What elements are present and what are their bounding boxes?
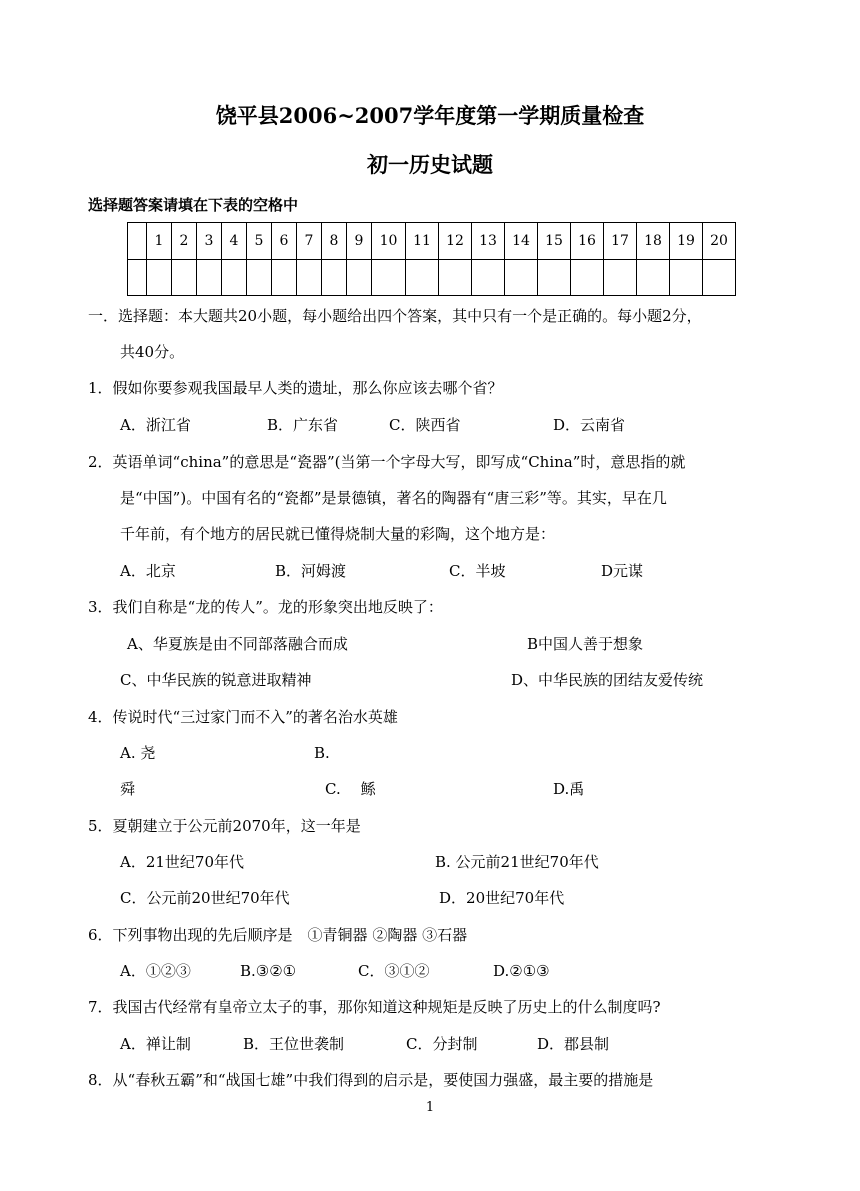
- question-4-option-d: D.禹: [553, 780, 585, 798]
- answer-table-header-cell: 9: [347, 223, 372, 260]
- question-5-option-c: C．公元前20世纪70年代: [120, 889, 290, 907]
- answer-cell[interactable]: [604, 260, 637, 296]
- question-6-stem: 6．下列事物出现的先后顺序是 ①青铜器 ②陶器 ③石器: [88, 926, 468, 944]
- question-4-stem: 4．传说时代“三过家门而不入”的著名治水英雄: [88, 708, 398, 726]
- question-2-option-c: C．半坡: [449, 562, 506, 580]
- answer-cell[interactable]: [670, 260, 703, 296]
- page-number: 1: [425, 1100, 435, 1115]
- question-6-option-c: C．③①②: [358, 962, 430, 980]
- answer-cell[interactable]: [297, 260, 322, 296]
- question-2-option-a: A．北京: [120, 562, 176, 580]
- question-2-stem-line2: 是“中国”)。中国有名的“瓷都”是景德镇，著名的陶器有“唐三彩”等。其实，早在几: [120, 489, 667, 507]
- answer-table-header-cell: 12: [439, 223, 472, 260]
- question-7-option-c: C．分封制: [406, 1035, 478, 1053]
- answer-table-header-cell: 17: [604, 223, 637, 260]
- answer-cell[interactable]: [439, 260, 472, 296]
- answer-table-header-cell: 8: [322, 223, 347, 260]
- answer-cell[interactable]: [703, 260, 736, 296]
- question-2-stem-line3: 千年前，有个地方的居民就已懂得烧制大量的彩陶，这个地方是：: [120, 525, 556, 543]
- answer-table-header-cell: 11: [406, 223, 439, 260]
- question-1-stem: 1．假如你要参观我国最早人类的遗址，那么你应该去哪个省？: [88, 379, 503, 397]
- question-4-option-b-text: 舜: [120, 780, 136, 798]
- question-3-stem: 3．我们自称是“龙的传人”。龙的形象突出地反映了：: [88, 598, 443, 616]
- answer-cell: [128, 260, 147, 296]
- question-2-option-b: B．河姆渡: [275, 562, 347, 580]
- answer-cell[interactable]: [172, 260, 197, 296]
- question-5-option-a: A．21世纪70年代: [120, 853, 245, 871]
- question-8-stem: 8．从“春秋五霸”和“战国七雄”中我们得到的启示是，要使国力强盛，最主要的措施是: [88, 1071, 654, 1089]
- question-5-option-d: D．20世纪70年代: [439, 889, 565, 907]
- answer-table-header-cell: 10: [372, 223, 406, 260]
- question-1-option-c: C．陕西省: [389, 416, 461, 434]
- question-3-option-b: B中国人善于想象: [527, 635, 644, 653]
- question-4-option-a: A. 尧: [120, 744, 156, 762]
- answer-table-header-cell: 16: [571, 223, 604, 260]
- question-1-option-b: B．广东省: [267, 416, 339, 434]
- question-4-option-b-label: B.: [314, 744, 330, 762]
- answer-table: [127, 222, 736, 296]
- answer-table-header-cell: 4: [222, 223, 247, 260]
- answer-table-header-cell: 18: [637, 223, 670, 260]
- answer-cell[interactable]: [538, 260, 571, 296]
- question-7-option-d: D．郡县制: [537, 1035, 610, 1053]
- page-subtitle: 初一历史试题: [367, 152, 493, 177]
- answer-table-header-cell: 19: [670, 223, 703, 260]
- answer-table-header-cell: 14: [505, 223, 538, 260]
- question-5-option-b: B. 公元前21世纪70年代: [435, 853, 599, 871]
- answer-table-header-cell: 2: [172, 223, 197, 260]
- answer-cell[interactable]: [147, 260, 172, 296]
- answer-table-header-cell: 1: [147, 223, 172, 260]
- answer-table-hint: 选择题答案请填在下表的空格中: [88, 196, 299, 214]
- answer-table-header-cell: 3: [197, 223, 222, 260]
- answer-cell[interactable]: [347, 260, 372, 296]
- question-7-option-a: A．禅让制: [120, 1035, 191, 1053]
- answer-cell[interactable]: [372, 260, 406, 296]
- answer-table-header-cell: 15: [538, 223, 571, 260]
- question-1-option-a: A．浙江省: [120, 416, 191, 434]
- answer-table-header-cell: 6: [272, 223, 297, 260]
- question-3-option-d: D、中华民族的团结友爱传统: [511, 671, 704, 689]
- answer-cell[interactable]: [406, 260, 439, 296]
- answer-table-header-cell: 13: [472, 223, 505, 260]
- answer-cell[interactable]: [272, 260, 297, 296]
- question-5-stem: 5．夏朝建立于公元前2070年，这一年是: [88, 817, 361, 835]
- answer-row: [128, 260, 736, 296]
- section-instructions-line2: 共40分。: [120, 343, 185, 361]
- answer-cell[interactable]: [322, 260, 347, 296]
- question-7-stem: 7．我国古代经常有皇帝立太子的事，那你知道这种规矩是反映了历史上的什么制度吗?: [88, 998, 661, 1016]
- answer-table-header-cell: 7: [297, 223, 322, 260]
- answer-table-header-cell: [128, 223, 147, 260]
- question-6-option-b: B.③②①: [240, 962, 297, 980]
- question-3-option-a: A、华夏族是由不同部落融合而成: [127, 635, 348, 653]
- section-instructions-line1: 一．选择题：本大题共20小题，每小题给出四个答案，其中只有一个是正确的。每小题2分，: [88, 307, 702, 325]
- answer-cell[interactable]: [197, 260, 222, 296]
- page-title: 饶平县2006~2007学年度第一学期质量检查: [215, 103, 645, 128]
- answer-cell[interactable]: [472, 260, 505, 296]
- question-3-option-c: C、中华民族的锐意进取精神: [120, 671, 312, 689]
- answer-cell[interactable]: [222, 260, 247, 296]
- answer-table-header-cell: 20: [703, 223, 736, 260]
- answer-cell[interactable]: [571, 260, 604, 296]
- question-6-option-a: A．①②③: [120, 962, 191, 980]
- answer-cell[interactable]: [637, 260, 670, 296]
- answer-table-header-row: [128, 223, 736, 260]
- question-2-option-d: D元谋: [601, 562, 644, 580]
- answer-cell[interactable]: [505, 260, 538, 296]
- answer-table-header-cell: 5: [247, 223, 272, 260]
- answer-cell[interactable]: [247, 260, 272, 296]
- question-4-option-c: C. 鲧: [325, 780, 376, 798]
- question-7-option-b: B．王位世袭制: [243, 1035, 345, 1053]
- question-6-option-d: D.②①③: [493, 962, 550, 980]
- question-1-option-d: D．云南省: [553, 416, 626, 434]
- question-2-stem-line1: 2．英语单词“china”的意思是“瓷器”(当第一个字母大写，即写成“China”时，意思指的就: [88, 453, 686, 471]
